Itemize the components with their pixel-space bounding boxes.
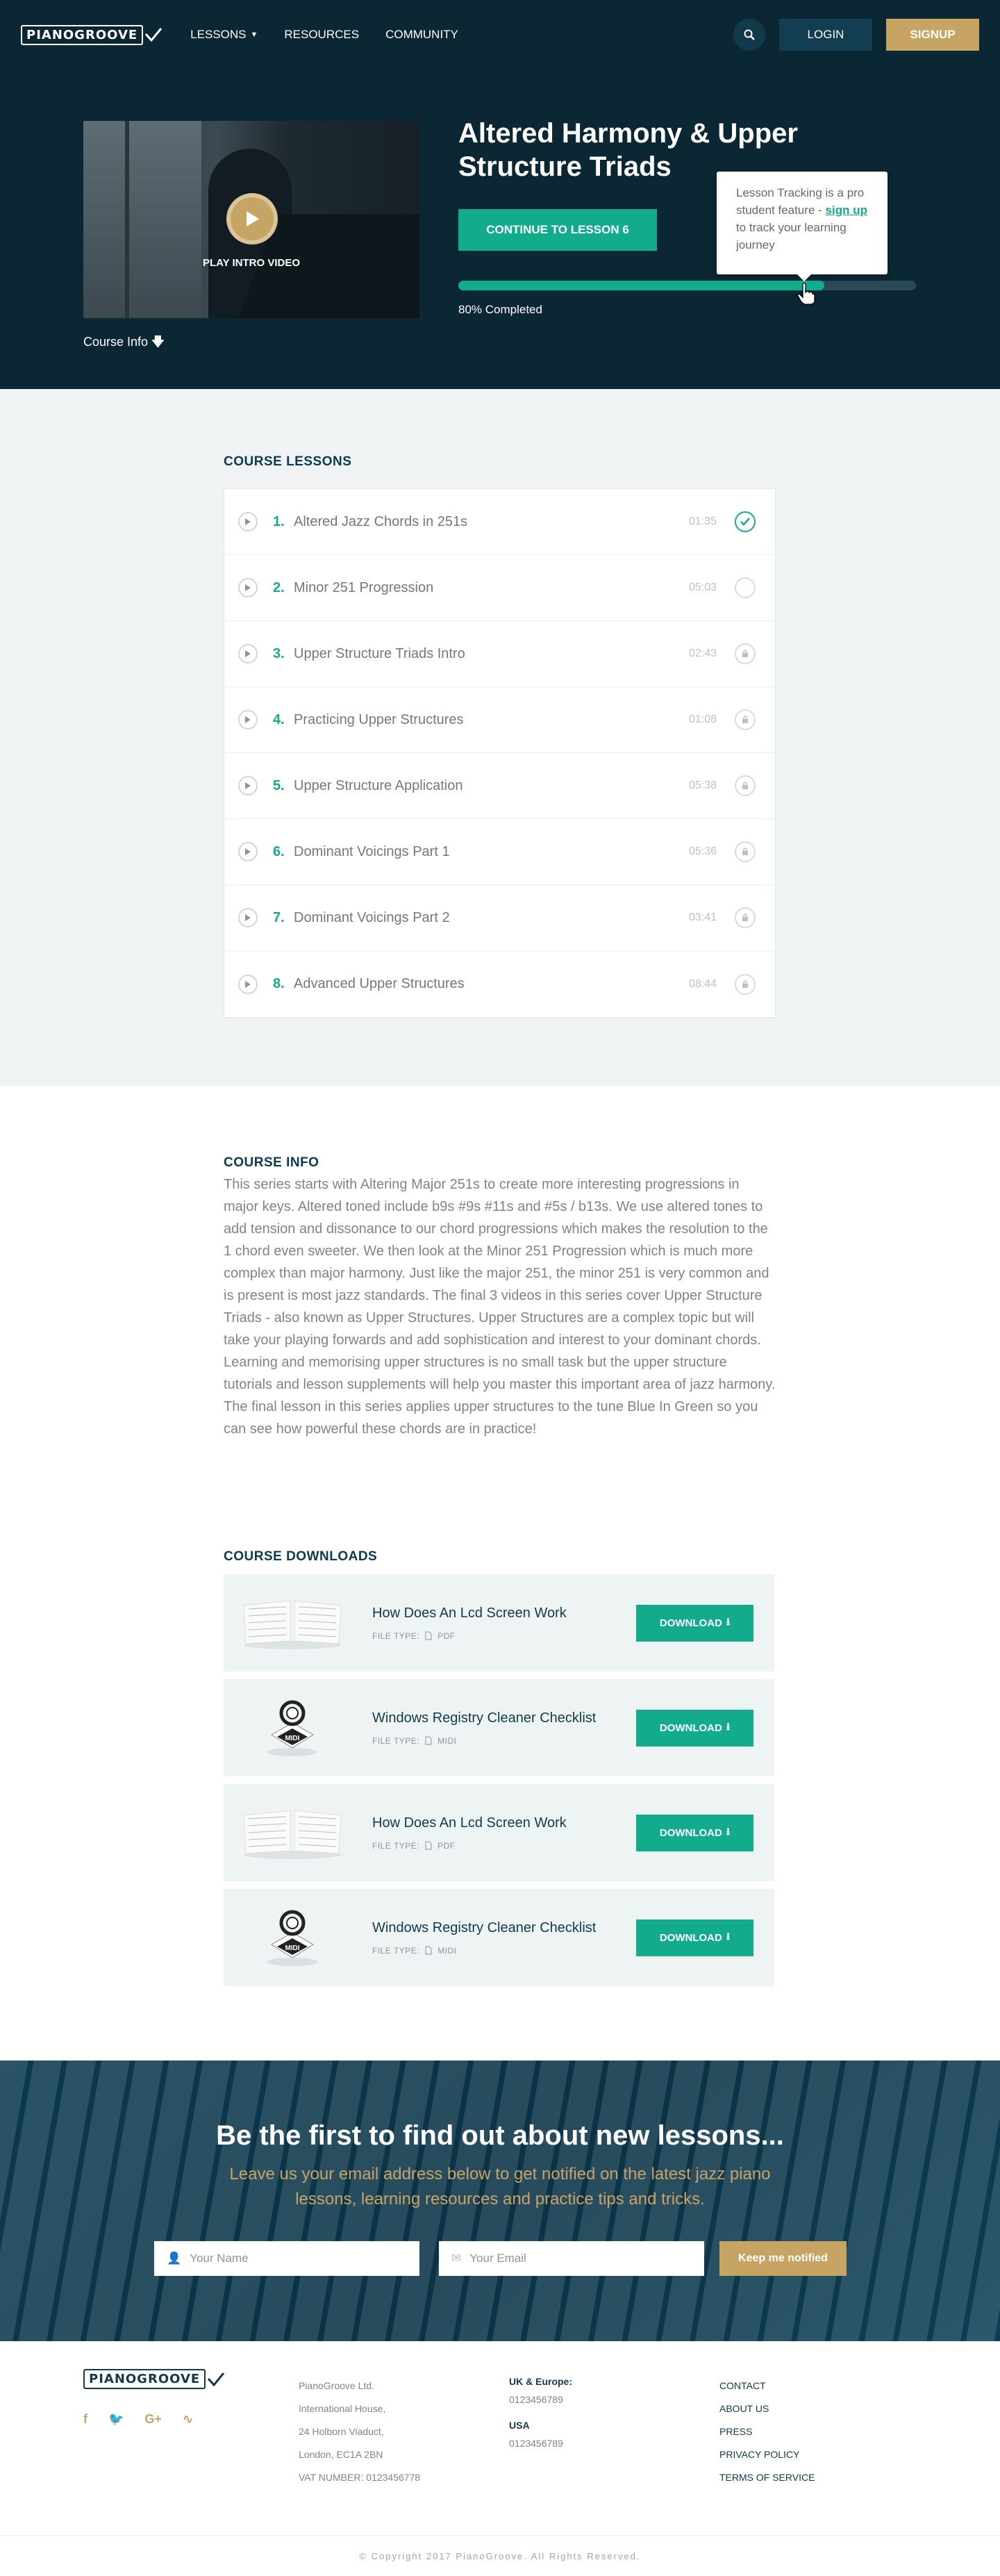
file-icon	[425, 1631, 432, 1640]
keep-me-notified-button[interactable]: Keep me notified	[719, 2241, 847, 2276]
file-type-value: PDF	[438, 1840, 456, 1851]
intro-video[interactable]	[83, 121, 419, 318]
header-actions	[733, 19, 979, 51]
uk-label: UK & Europe:	[509, 2376, 572, 2387]
rss-icon[interactable]: ∿	[182, 2412, 194, 2426]
footer-logo-text: PIANOGROOVE	[83, 2369, 206, 2389]
lesson-row[interactable]	[224, 951, 775, 1017]
facebook-icon[interactable]: f	[83, 2412, 88, 2426]
usa-phone: 0123456789	[509, 2438, 563, 2449]
course-progress-bar	[458, 281, 916, 290]
tooltip-signup-link[interactable]: sign up	[825, 204, 867, 217]
incomplete-circle-icon	[735, 577, 756, 598]
hand-cursor-icon	[797, 283, 815, 305]
file-icon	[425, 1841, 432, 1850]
lesson-play-icon[interactable]	[238, 512, 258, 531]
file-type-label: FILE TYPE:	[372, 1945, 420, 1956]
file-type-row	[372, 1631, 636, 1641]
download-button[interactable]	[636, 1605, 753, 1642]
course-progress-fill	[458, 281, 824, 290]
lesson-row[interactable]	[224, 753, 775, 819]
usa-label: USA	[509, 2420, 530, 2431]
file-type-label: FILE TYPE:	[372, 1840, 420, 1851]
course-title: Altered Harmony & Upper Structure Triads	[458, 118, 798, 182]
lesson-row[interactable]	[224, 489, 775, 555]
download-button[interactable]	[636, 1919, 753, 1956]
footer-links	[719, 2375, 815, 2489]
lesson-row[interactable]	[224, 555, 775, 621]
lesson-number: 7.	[273, 909, 285, 925]
lesson-number: 3.	[273, 645, 285, 661]
address-line: 24 Holborn Viaduct,	[299, 2426, 384, 2437]
download-name: How Does An Lcd Screen Work	[372, 1815, 567, 1831]
download-label: DOWNLOAD	[659, 1931, 722, 1944]
lesson-duration: 01:08	[688, 713, 717, 725]
sheet-music-icon	[240, 1805, 344, 1860]
file-type-label: FILE TYPE:	[372, 1630, 420, 1641]
nav-resources-label: RESOURCES	[284, 28, 360, 41]
newsletter-section	[0, 2061, 1000, 2341]
file-type-label: FILE TYPE:	[372, 1735, 420, 1746]
lesson-play-icon[interactable]	[238, 842, 258, 861]
footer-link-privacy[interactable]: PRIVACY POLICY	[719, 2449, 800, 2460]
lesson-play-icon[interactable]	[238, 908, 258, 927]
lesson-list	[224, 488, 776, 1018]
lesson-row[interactable]	[224, 819, 775, 885]
course-downloads-title: COURSE DOWNLOADS	[224, 1549, 378, 1564]
lesson-title: Dominant Voicings Part 2	[294, 909, 450, 925]
course-lessons-section	[0, 389, 1000, 1086]
download-button[interactable]	[636, 1815, 753, 1851]
lesson-tracking-tooltip	[717, 172, 888, 274]
course-info-title: COURSE INFO	[224, 1155, 319, 1170]
course-hero	[0, 69, 1000, 389]
lesson-number: 4.	[273, 711, 285, 727]
play-button[interactable]	[226, 193, 278, 245]
lesson-title: Altered Jazz Chords in 251s	[294, 513, 468, 529]
lock-icon	[735, 974, 756, 995]
file-type-row	[372, 1736, 636, 1746]
lock-icon	[735, 709, 756, 730]
lesson-duration: 05:38	[688, 779, 717, 791]
lock-icon	[735, 643, 756, 664]
lesson-title: Upper Structure Application	[294, 777, 463, 793]
arrow-down-icon: 🡇	[151, 335, 165, 349]
file-icon	[425, 1946, 432, 1955]
download-label: DOWNLOAD	[659, 1617, 722, 1629]
tooltip-text-after: to track your learning journey	[736, 221, 847, 251]
footer-link-terms[interactable]: TERMS OF SERVICE	[719, 2472, 815, 2483]
footer-link-press[interactable]: PRESS	[719, 2426, 753, 2437]
site-footer	[0, 2341, 1000, 2536]
download-name: How Does An Lcd Screen Work	[372, 1605, 567, 1621]
file-type-value: PDF	[438, 1630, 456, 1641]
top-navbar	[0, 0, 1000, 69]
name-placeholder: Your Name	[190, 2252, 249, 2265]
course-info-label: Course Info	[83, 335, 149, 349]
footer-logo-check-icon	[207, 2372, 225, 2387]
signup-button[interactable]: SIGNUP	[886, 19, 979, 51]
file-type-value: MIDI	[438, 1945, 457, 1956]
twitter-icon[interactable]: 🐦	[108, 2412, 124, 2426]
tooltip-text-before: Lesson Tracking is a pro student feature -	[736, 186, 865, 217]
midi-file-icon	[258, 1906, 327, 1969]
copyright: © Copyright 2017 PianoGroove. All Rights Reserved.	[359, 2550, 641, 2561]
download-item	[224, 1784, 774, 1881]
nav-resources[interactable]	[284, 28, 359, 42]
lesson-number: 8.	[273, 976, 285, 991]
lesson-number: 2.	[273, 579, 285, 595]
google-plus-icon[interactable]: G+	[144, 2412, 162, 2426]
lesson-duration: 05:36	[688, 845, 717, 857]
continue-lesson-button[interactable]: CONTINUE TO LESSON 6	[458, 209, 657, 251]
file-type-row	[372, 1946, 636, 1956]
lesson-number: 1.	[273, 513, 285, 529]
download-item	[224, 1574, 774, 1671]
download-label: DOWNLOAD	[659, 1722, 722, 1734]
svg-text:MIDI: MIDI	[285, 1735, 300, 1742]
vat-number: VAT NUMBER: 0123456778	[299, 2472, 421, 2483]
lesson-duration: 03:41	[688, 911, 717, 923]
logo-check-icon	[144, 27, 162, 42]
lesson-number: 5.	[273, 777, 285, 793]
file-type-row	[372, 1841, 636, 1851]
lesson-row[interactable]	[224, 621, 775, 687]
site-logo[interactable]	[21, 25, 162, 45]
lesson-title: Dominant Voicings Part 1	[294, 843, 450, 859]
address-line: International House,	[299, 2403, 386, 2414]
lesson-row[interactable]	[224, 885, 775, 951]
download-icon: ⭳	[726, 1720, 731, 1733]
user-icon: 👤	[167, 2252, 182, 2265]
footer-phones	[509, 2375, 572, 2462]
lesson-row[interactable]	[224, 687, 775, 753]
social-links	[83, 2412, 193, 2427]
course-lessons-title: COURSE LESSONS	[224, 454, 352, 469]
sheet-music-icon	[240, 1595, 344, 1651]
lesson-play-icon[interactable]	[238, 776, 258, 795]
footer-link-about[interactable]: ABOUT US	[719, 2403, 769, 2414]
course-info-link[interactable]	[83, 333, 165, 354]
download-item	[224, 1679, 774, 1776]
lesson-play-icon[interactable]	[238, 975, 258, 994]
footer-link-contact[interactable]: CONTACT	[719, 2380, 766, 2391]
main-nav	[190, 28, 458, 42]
lock-icon	[735, 907, 756, 928]
download-icon: ⭳	[726, 1825, 731, 1838]
download-thumbnail	[240, 1903, 344, 1972]
address-line: PianoGroove Ltd.	[299, 2380, 374, 2391]
envelope-icon: ✉	[451, 2252, 462, 2265]
download-thumbnail	[240, 1798, 344, 1867]
progress-label: 80% Completed	[458, 303, 542, 316]
download-thumbnail	[240, 1588, 344, 1658]
uk-phone: 0123456789	[509, 2394, 563, 2405]
completed-check-icon	[735, 511, 756, 532]
lesson-number: 6.	[273, 843, 285, 859]
download-button[interactable]	[636, 1710, 753, 1747]
footer-address	[299, 2375, 420, 2489]
nav-lessons-label: LESSONS	[190, 28, 247, 41]
nav-lessons[interactable]	[190, 28, 258, 42]
file-icon	[425, 1736, 432, 1745]
course-info-section	[0, 1086, 1000, 2061]
lesson-duration: 01:35	[688, 515, 717, 527]
download-item	[224, 1889, 774, 1986]
newsletter-title: Be the first to find out about new lessons...	[216, 2120, 784, 2151]
midi-file-icon	[258, 1696, 327, 1759]
download-icon: ⭳	[726, 1615, 731, 1628]
email-input[interactable]	[439, 2241, 704, 2276]
address-line: London, EC1A 2BN	[299, 2449, 383, 2460]
newsletter-subtitle: Leave us your email address below to get notified on the latest jazz piano lessons, learning resources and practice tips and tricks.	[229, 2165, 771, 2208]
lesson-title: Upper Structure Triads Intro	[294, 645, 465, 661]
nav-community[interactable]	[385, 28, 458, 42]
course-info-text: This series starts with Altering Major 251s to create more interesting progressions in major keys. Altered toned include b9s #9s #11s and #5s / b13s. We use altered tones to add tension and dissonance to our chord progressions which makes the resolution to the 1 chord even sweeter. We then look at the Minor 251 Progression which is much more complex than major harmony. Just like the major 251, the minor 251 is very common and is present is most jazz standards. The final 3 videos in this series cover Upper Structure Triads - also known as Upper Structures. Upper Structures are a complex topic but will take your playing forwards and add sophistication and interest to your dominant chords. Learning and memorising upper structures is no small task but the upper structure tutorials and lesson supplements will help you master this important area of jazz harmony. The final lesson in this series applies upper structures to the tune Blue In Green so you can see how powerful these chords are in practice!	[224, 1177, 776, 1437]
play-icon	[244, 210, 260, 228]
logo-text: PIANOGROOVE	[21, 25, 143, 45]
lesson-play-icon[interactable]	[238, 578, 258, 597]
name-input[interactable]	[154, 2241, 419, 2276]
lesson-duration: 02:43	[688, 647, 717, 659]
lesson-play-icon[interactable]	[238, 644, 258, 663]
email-placeholder: Your Email	[469, 2252, 526, 2265]
search-icon	[744, 29, 755, 40]
footer-logo[interactable]	[83, 2369, 225, 2389]
search-button[interactable]	[733, 19, 765, 51]
lesson-play-icon[interactable]	[238, 710, 258, 729]
download-thumbnail	[240, 1693, 344, 1762]
svg-text:MIDI: MIDI	[285, 1945, 300, 1952]
lesson-title: Advanced Upper Structures	[294, 976, 465, 991]
login-button[interactable]: LOGIN	[779, 19, 872, 51]
file-type-value: MIDI	[438, 1735, 457, 1746]
lesson-duration: 08:44	[688, 977, 717, 990]
download-name: Windows Registry Cleaner Checklist	[372, 1919, 597, 1935]
nav-community-label: COMMUNITY	[385, 28, 458, 41]
lesson-duration: 05:03	[688, 581, 717, 593]
lock-icon	[735, 841, 756, 862]
play-intro-label: PLAY INTRO VIDEO	[202, 257, 301, 269]
lesson-title: Practicing Upper Structures	[294, 711, 464, 727]
chevron-down-icon: ▼	[250, 31, 258, 39]
downloads-list	[224, 1574, 774, 1994]
lesson-title: Minor 251 Progression	[294, 579, 434, 595]
lock-icon	[735, 775, 756, 796]
download-label: DOWNLOAD	[659, 1826, 722, 1839]
download-name: Windows Registry Cleaner Checklist	[372, 1710, 597, 1726]
download-icon: ⭳	[726, 1930, 731, 1942]
